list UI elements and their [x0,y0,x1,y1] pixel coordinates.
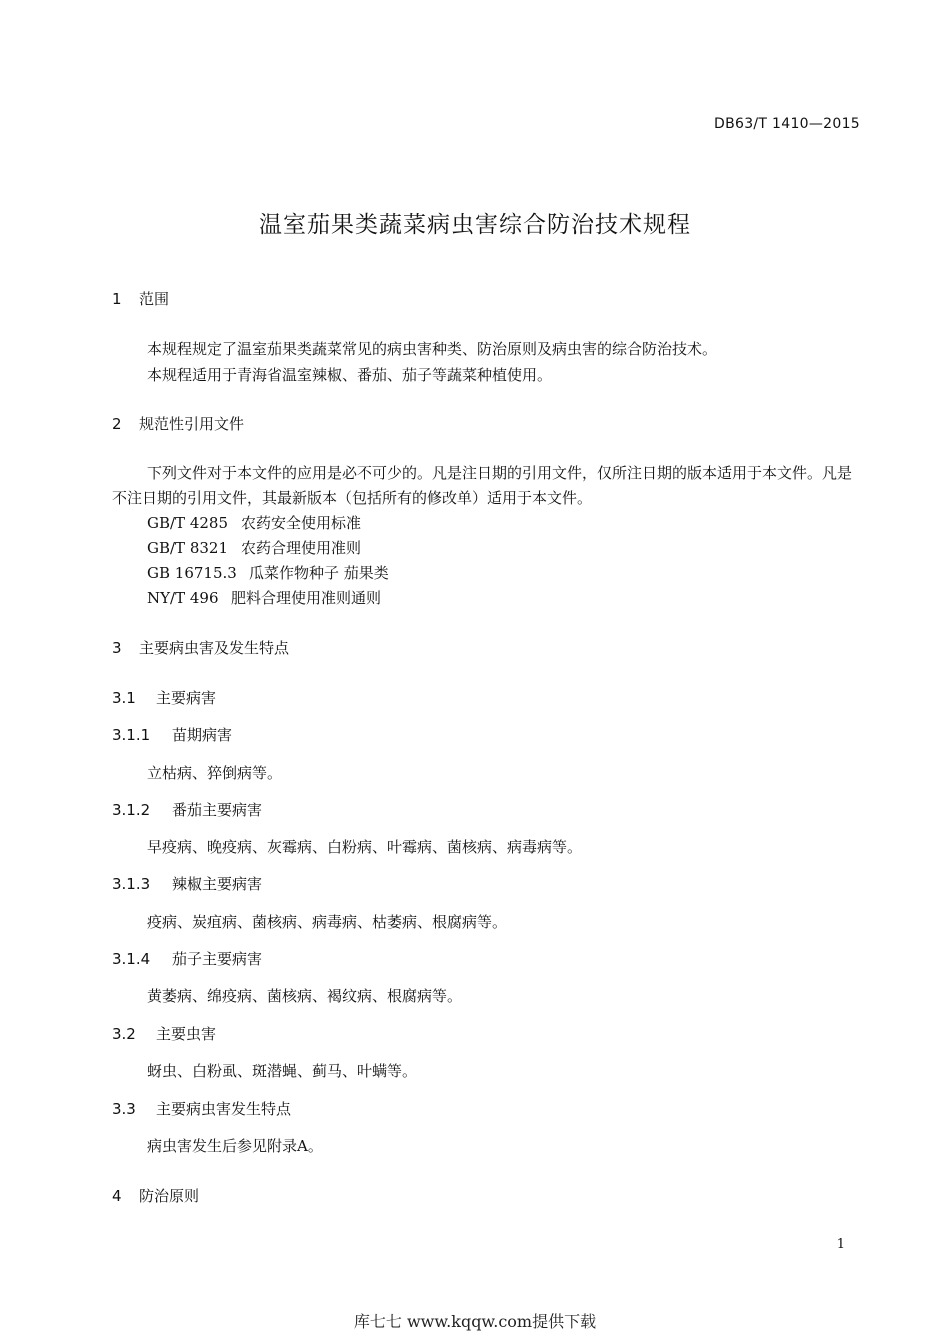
section-title: 茄子主要病害 [172,950,263,968]
section-1-heading [112,288,169,309]
download-footer: 库七七 www.kqqw.com提供下载 [353,1312,597,1331]
section-number: 3.1.1 [112,726,151,744]
section-3-heading [112,637,289,658]
subsection-3-1-3-heading [112,873,262,894]
section-2-heading [112,413,244,434]
section-number: 3.2 [112,1025,136,1043]
subsection-3-3-text: 病虫害发生后参见附录A。 [147,1137,323,1155]
section-1-paragraph: 本规程适用于青海省温室辣椒、番茄、茄子等蔬菜种植使用。 [147,366,553,384]
reference-title: 肥料合理使用准则通则 [231,589,382,607]
section-2-intro: 下列文件对于本文件的应用是必不可少的。凡是注日期的引用文件，仅所注日期的版本适用于本文件。凡是不注日期的引用文件，其最新版本（包括所有的修改单）适用于本文件。 [112,464,853,507]
section-number: 4 [112,1187,122,1205]
reference-item [147,587,381,608]
section-number: 3.1.2 [112,801,151,819]
section-title: 苗期病害 [172,726,233,744]
section-title: 防治原则 [139,1187,200,1205]
subsection-3-1-2-heading [112,799,262,820]
subsection-3-2-heading [112,1023,216,1044]
section-title: 主要病害 [156,689,217,707]
section-number: 3 [112,639,122,657]
subsection-3-1-4-text: 黄萎病、绵疫病、菌核病、褐纹病、根腐病等。 [147,987,463,1005]
subsection-3-2-text: 蚜虫、白粉虱、斑潜蝇、蓟马、叶螨等。 [147,1062,418,1080]
section-4-heading [112,1185,199,1206]
document-title: 温室茄果类蔬菜病虫害综合防治技术规程 [259,212,691,238]
section-title: 范围 [139,290,170,308]
section-number: 1 [112,290,122,308]
subsection-3-1-heading [112,687,216,708]
subsection-3-1-2-text: 早疫病、晚疫病、灰霉病、白粉病、叶霉病、菌核病、病毒病等。 [147,838,583,856]
reference-code: GB 16715.3 [147,564,237,582]
reference-title: 瓜菜作物种子 茄果类 [249,564,389,582]
reference-item [147,562,389,583]
standard-number: DB63/T 1410—2015 [714,116,860,132]
section-title: 番茄主要病害 [172,801,263,819]
section-number: 3.1.4 [112,950,151,968]
subsection-3-1-3-text: 疫病、炭疽病、菌核病、病毒病、枯萎病、根腐病等。 [147,913,508,931]
reference-code: GB/T 4285 [147,514,229,532]
section-title: 辣椒主要病害 [172,875,263,893]
page-number: 1 [836,1237,845,1252]
section-number: 2 [112,415,122,433]
reference-code: NY/T 496 [147,589,219,607]
reference-item [147,537,361,558]
reference-title: 农药安全使用标准 [241,514,362,532]
reference-item [147,512,361,533]
section-title: 规范性引用文件 [139,415,245,433]
section-title: 主要病虫害发生特点 [156,1100,292,1118]
subsection-3-1-4-heading [112,948,262,969]
section-title: 主要病虫害及发生特点 [139,639,290,657]
subsection-3-1-1-heading [112,724,232,745]
section-number: 3.3 [112,1100,136,1118]
section-number: 3.1 [112,689,136,707]
subsection-3-3-heading [112,1098,291,1119]
subsection-3-1-1-text: 立枯病、猝倒病等。 [147,764,283,782]
section-number: 3.1.3 [112,875,151,893]
section-1-paragraph: 本规程规定了温室茄果类蔬菜常见的病虫害种类、防治原则及病虫害的综合防治技术。 [147,340,718,358]
reference-title: 农药合理使用准则 [241,539,362,557]
section-title: 主要虫害 [156,1025,217,1043]
reference-code: GB/T 8321 [147,539,229,557]
